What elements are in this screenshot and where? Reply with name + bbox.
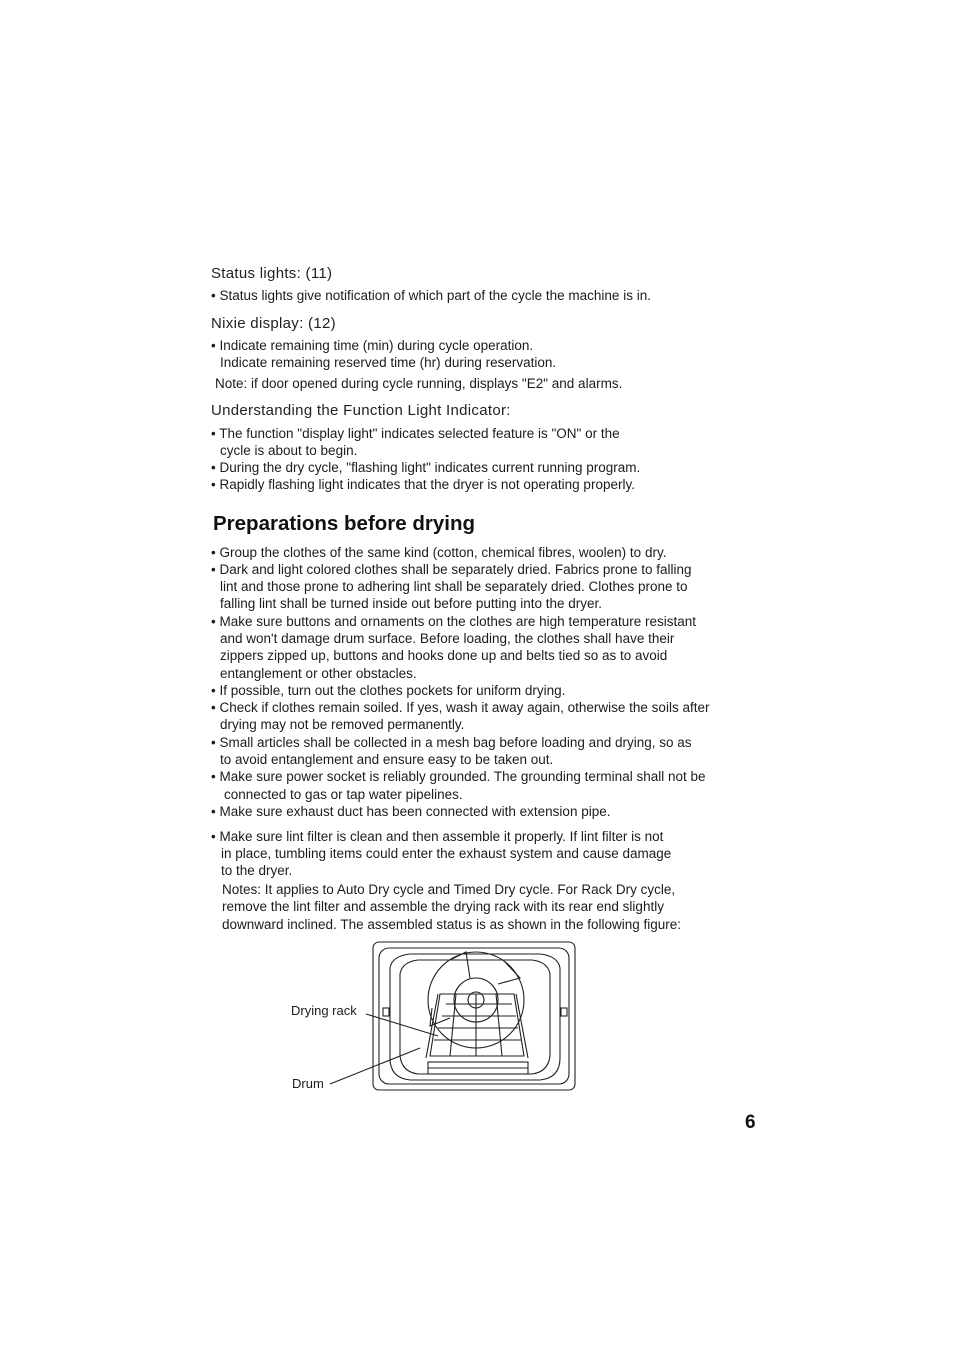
prep-note: downward inclined. The assembled status is as shown in the following figure:: [222, 917, 681, 932]
prep-line: • Make sure lint filter is clean and then assemble it properly. If lint filter is not: [211, 829, 664, 844]
prep-line: connected to gas or tap water pipelines.: [224, 787, 463, 802]
function-light-line: • Rapidly flashing light indicates that the dryer is not operating properly.: [211, 477, 635, 492]
section-title: Preparations before drying: [213, 512, 476, 535]
prep-line: • Make sure exhaust duct has been connected with extension pipe.: [211, 804, 611, 819]
prep-line: • Group the clothes of the same kind (cotton, chemical fibres, woolen) to dry.: [211, 545, 667, 560]
function-light-line: cycle is about to begin.: [220, 443, 358, 458]
prep-note: remove the lint filter and assemble the drying rack with its rear end slightly: [222, 899, 664, 914]
drying-rack-figure: [280, 938, 590, 1098]
prep-line: entanglement or other obstacles.: [220, 666, 417, 681]
prep-line: to the dryer.: [221, 863, 293, 878]
nixie-display-line: Indicate remaining reserved time (hr) during reservation.: [220, 355, 557, 370]
function-light-line: • The function "display light" indicates selected feature is "ON" or the: [211, 426, 620, 441]
function-light-line: • During the dry cycle, "flashing light" indicates current running program.: [211, 460, 641, 475]
prep-line: and won't damage drum surface. Before loading, the clothes shall have their: [220, 631, 675, 646]
status-lights-line: • Status lights give notification of which part of the cycle the machine is in.: [211, 288, 651, 303]
prep-line: in place, tumbling items could enter the exhaust system and cause damage: [221, 846, 672, 861]
prep-line: • Dark and light colored clothes shall be separately dried. Fabrics prone to falling: [211, 562, 692, 577]
prep-line: to avoid entanglement and ensure easy to be taken out.: [220, 752, 554, 767]
nixie-display-heading: Nixie display: (12): [211, 315, 336, 332]
nixie-display-line: • Indicate remaining time (min) during cycle operation.: [211, 338, 534, 353]
prep-line: zippers zipped up, buttons and hooks done up and belts tied so as to avoid: [220, 648, 668, 663]
prep-line: falling lint shall be turned inside out before putting into the dryer.: [220, 596, 602, 611]
page-number: 6: [745, 1112, 756, 1133]
status-lights-heading: Status lights: (11): [211, 265, 333, 282]
nixie-display-note: Note: if door opened during cycle running, displays "E2" and alarms.: [215, 376, 623, 391]
prep-line: lint and those prone to adhering lint shall be separately dried. Clothes prone to: [220, 579, 688, 594]
prep-note: Notes: It applies to Auto Dry cycle and Timed Dry cycle. For Rack Dry cycle,: [222, 882, 676, 897]
prep-line: • Make sure buttons and ornaments on the clothes are high temperature resistant: [211, 614, 696, 629]
drying-rack-label: Drying rack: [291, 1003, 357, 1018]
prep-line: • Check if clothes remain soiled. If yes, wash it away again, otherwise the soils after: [211, 700, 710, 715]
prep-line: drying may not be removed permanently.: [220, 717, 465, 732]
prep-line: • Make sure power socket is reliably grounded. The grounding terminal shall not be: [211, 769, 706, 784]
prep-line: • Small articles shall be collected in a mesh bag before loading and drying, so as: [211, 735, 692, 750]
function-light-heading: Understanding the Function Light Indicator:: [211, 402, 511, 419]
drum-label: Drum: [292, 1076, 324, 1091]
prep-line: • If possible, turn out the clothes pockets for uniform drying.: [211, 683, 566, 698]
